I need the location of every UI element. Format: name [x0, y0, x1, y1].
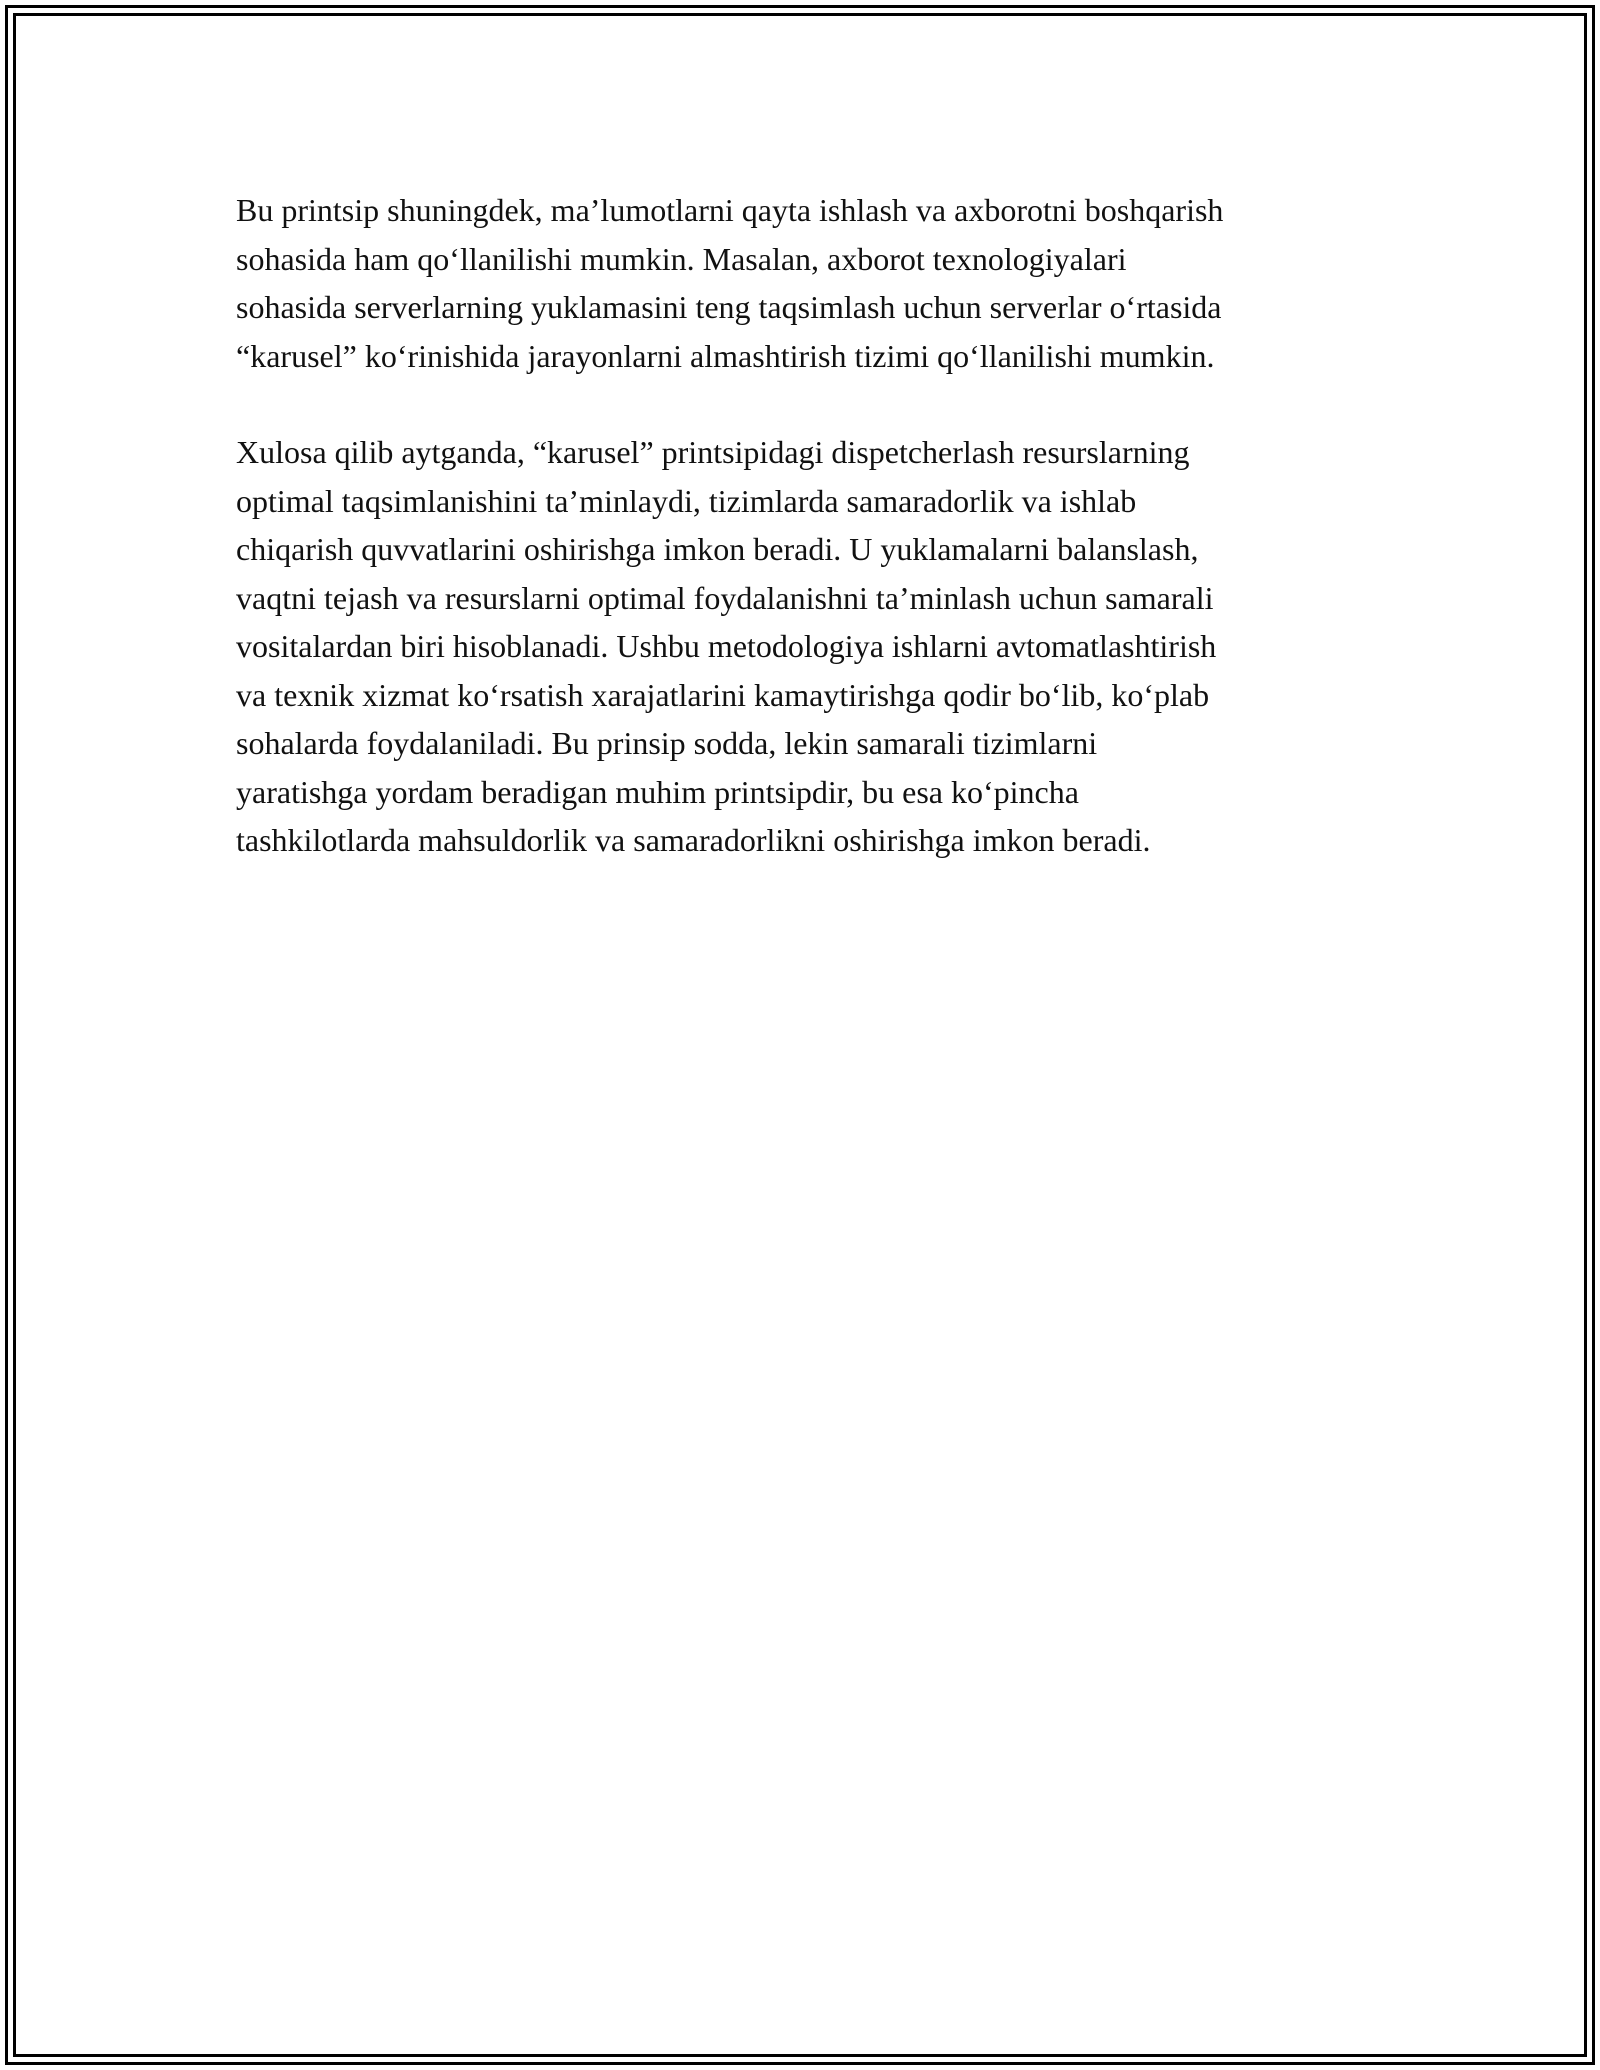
paragraph-2: Xulosa qilib aytganda, “karusel” printsipidagi dispetcherlash resurslarning optimal taqsimlanishini ta’minlaydi, tizimlarda samaradorlik va ishlab chiqarish quvvatlarini oshirishga imkon beradi. U yuklamalarni balanslash, vaqtni tejash va resurslarni optimal foydalanishni ta’minlash uchun samarali vositalardan biri hisoblanadi. Ushbu metodologiya ishlarni avtomatlashtirish va texnik xizmat ko‘rsatish xarajatlarini kamaytirishga qodir bo‘lib, ko‘plab sohalarda foydalaniladi. Bu prinsip sodda, lekin samarali tizimlarni yaratishga yordam beradigan muhim printsipdir, bu esa ko‘pincha tashkilotlarda mahsuldorlik va samaradorlikni oshirishga imkon beradi. [236, 434, 1217, 858]
document-body [236, 186, 1386, 913]
paragraph-1: Bu printsip shuningdek, ma’lumotlarni qayta ishlash va axborotni boshqarish sohasida ham qo‘llanilishi mumkin. Masalan, axborot texnologiyalari sohasida serverlarning yuklamasini teng taqsimlash uchun serverlar o‘rtasida “karusel” ko‘rinishida jarayonlarni almashtirish tizimi qo‘llanilishi mumkin. [236, 192, 1224, 374]
